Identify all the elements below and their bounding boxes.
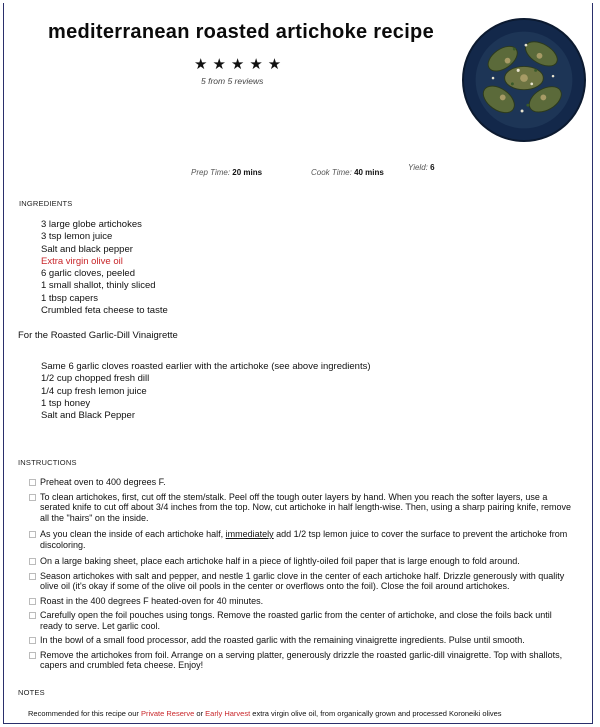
instructions-list (29, 477, 574, 677)
yield (408, 163, 435, 172)
ingredient-item-olive-oil-link[interactable]: Extra virgin olive oil (41, 255, 123, 267)
prep-time (191, 168, 262, 177)
ingredient-item: 6 garlic cloves, peeled (41, 268, 135, 280)
instruction-step: On a large baking sheet, place each artichoke half in a piece of lightly-oiled foil paper that is large enough to fold around. (29, 556, 574, 567)
instruction-step: Roast in the 400 degrees F heated-oven for 40 minutes. (29, 596, 574, 607)
vinaigrette-item: 1 tsp honey (41, 397, 91, 409)
notes-text-part: Recommended for this recipe our (28, 709, 141, 718)
cook-time-label: Cook Time: (311, 168, 352, 177)
yield-label: Yield: (408, 163, 428, 172)
cook-time (311, 168, 384, 177)
ingredient-item: Crumbled feta cheese to taste (41, 305, 168, 317)
vinaigrette-item: 1/4 cup fresh lemon juice (41, 385, 147, 397)
instruction-emphasis: immediately (225, 529, 274, 539)
ingredient-item: Salt and black pepper (41, 243, 133, 255)
recipe-photo (462, 18, 586, 142)
instruction-step: In the bowl of a small food processor, add the roasted garlic with the remaining vinaigrette ingredients. Pulse until smooth. (29, 635, 574, 646)
vinaigrette-item: 1/2 cup chopped fresh dill (41, 373, 150, 385)
instruction-step-text: add 1/2 tsp lemon juice to cover the surface to prevent the artichoke from discoloring. (40, 529, 568, 550)
recipe-title: mediterranean roasted artichoke recipe (48, 21, 434, 43)
ingredient-item: 1 small shallot, thinly sliced (41, 280, 156, 292)
early-harvest-link[interactable]: Early Harvest (205, 709, 251, 718)
vinaigrette-list (41, 361, 371, 422)
ingredient-item: 3 large globe artichokes (41, 219, 142, 230)
review-count: 5 from 5 reviews (201, 76, 264, 86)
vinaigrette-heading: For the Roasted Garlic-Dill Vinaigrette (18, 330, 178, 341)
artichoke-photo-image (464, 20, 584, 140)
instruction-step (29, 529, 574, 550)
cook-time-value: 40 mins (354, 168, 384, 177)
notes-text-part: or (194, 709, 206, 718)
rating-stars[interactable]: ★★★★★ (194, 56, 287, 73)
prep-time-value: 20 mins (232, 168, 263, 177)
instruction-step: To clean artichokes, first, cut off the stem/stalk. Peel off the tough outer layers by hand. When you reach the softer layers, use a serated knife to cut off about 3/4 inches from the top. Now, cut artichoke in half length-wise. Then, using a sharp pairing knife, remove all the "hairs" on the inside. (29, 492, 574, 524)
ingredients-list (41, 219, 168, 317)
instruction-step: Season artichokes with salt and pepper, and nestle 1 garlic clove in the center of each artichoke half. Drizzle generously with quality olive oil (it's okay if some of the olive oil pools in the center or overflows onto the foil). Close the foil around artichokes. (29, 571, 574, 592)
recipe-card (3, 3, 593, 724)
yield-value: 6 (430, 163, 435, 172)
instruction-step: Carefully open the foil pouches using tongs. Remove the roasted garlic from the center of artichoke, and close the foils back until ready to serve. Let garlic cool. (29, 610, 574, 631)
instruction-step-text: As you clean the inside of each artichoke half, (40, 529, 226, 539)
notes-text (28, 709, 502, 718)
notes-heading: NOTES (18, 688, 45, 697)
ingredients-heading: INGREDIENTS (19, 199, 73, 208)
instruction-step: Remove the artichokes from foil. Arrange on a serving platter, generously drizzle the roasted garlic-dill vinaigrette. Top with shallots, capers and crumbled feta cheese. Enjoy! (29, 650, 574, 671)
ingredient-item: 3 tsp lemon juice (41, 231, 113, 243)
instruction-step: Preheat oven to 400 degrees F. (29, 477, 574, 488)
vinaigrette-item: Same 6 garlic cloves roasted earlier with the artichoke (see above ingredients) (41, 361, 371, 372)
vinaigrette-item: Salt and Black Pepper (41, 410, 136, 422)
instructions-heading: INSTRUCTIONS (18, 458, 77, 467)
prep-time-label: Prep Time: (191, 168, 231, 177)
private-reserve-link[interactable]: Private Reserve (140, 709, 195, 718)
notes-text-part: extra virgin olive oil, from organically grown and processed Koroneiki olives (250, 709, 502, 718)
ingredient-item: 1 tbsp capers (41, 292, 99, 304)
